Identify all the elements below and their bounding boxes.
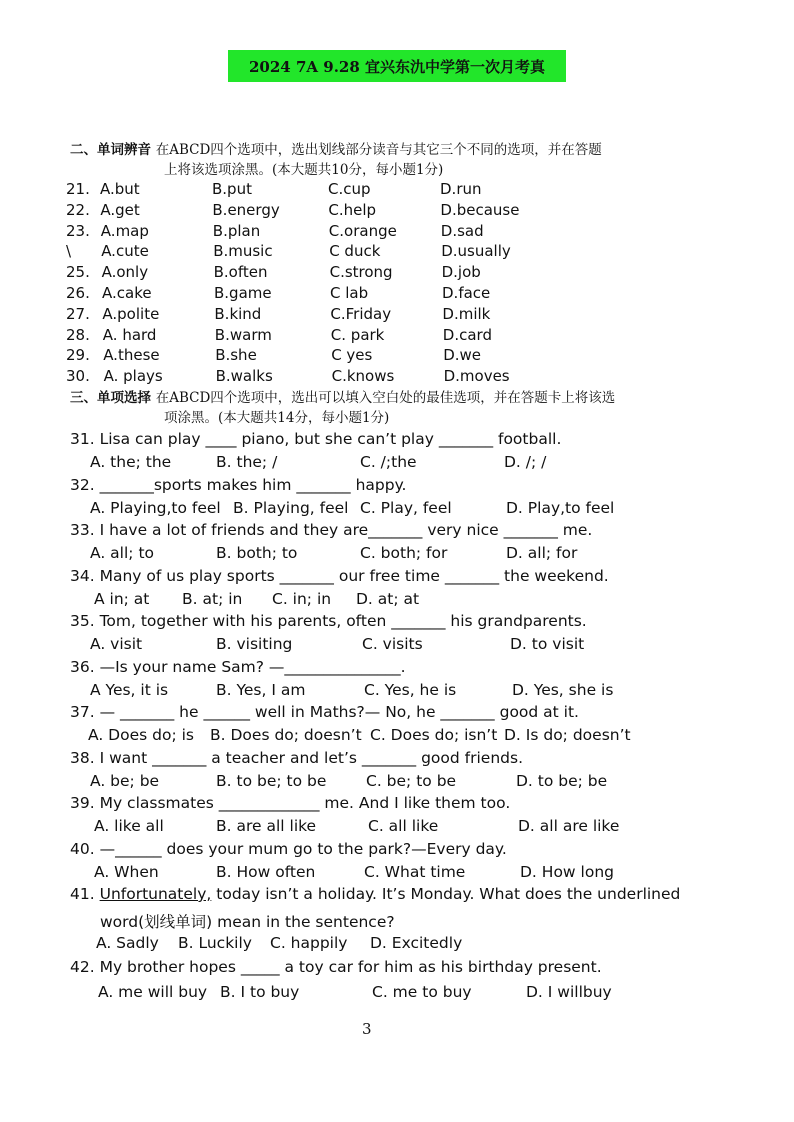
word-option-b: B.she — [215, 346, 257, 365]
option-b: B. I to buy — [220, 983, 300, 1001]
word-option-c: C.help — [328, 200, 377, 219]
word-option-c: C.knows — [331, 367, 395, 386]
section-2-line1: 在ABCD四个选项中，选出划线部分读音与其它三个不同的选项，并在答题 — [155, 142, 602, 158]
word-option-a: A. hard — [102, 325, 157, 344]
option-b: B. both; to — [216, 544, 298, 562]
question-options — [70, 772, 670, 794]
section-3-line2: 项涂黑。(本大题共14分，每小题1分) — [164, 410, 390, 426]
option-a: A. Playing,to feel — [90, 498, 221, 517]
option-b: B. visiting — [216, 635, 293, 653]
question-41-text — [70, 885, 680, 903]
question-42-options — [98, 983, 698, 1005]
option-d: D. all are like — [518, 817, 620, 835]
question-text: 34. Many of us play sports _______ our free time _______ the weekend. — [70, 566, 609, 585]
option-b: B. to be; to be — [216, 771, 327, 790]
option-a: A in; at — [94, 589, 150, 608]
option-b: B. at; in — [182, 589, 243, 608]
question-options — [70, 590, 670, 612]
option-c: C. all like — [368, 817, 439, 835]
word-number: 21. — [66, 180, 90, 198]
word-option-b: B.warm — [214, 325, 272, 344]
option-a: A. Sadly — [96, 934, 159, 952]
option-c: C. happily — [270, 934, 348, 952]
question-41-line2: word(划线单词) mean in the sentence? — [100, 913, 395, 931]
word-option-d: D.job — [441, 263, 481, 282]
option-c: C. Yes, he is — [364, 680, 457, 699]
question-text: 39. My classmates _____________ me. And I like them too. — [70, 794, 511, 812]
question-text: 32. _______sports makes him _______ happy. — [70, 475, 407, 494]
underlined-word: Unfortunately, — [99, 885, 212, 903]
word-number: 28. — [66, 325, 90, 344]
word-option-b: B.kind — [214, 304, 262, 323]
option-c: C. What time — [364, 862, 466, 881]
section-3-instructions — [70, 388, 670, 428]
option-c: C. in; in — [272, 589, 332, 608]
word-number: 27. — [66, 304, 90, 323]
question-41-rest: today isn’t a holiday. It’s Monday. What does the underlined — [211, 885, 681, 903]
word-number: \ — [66, 242, 72, 261]
question-41-options — [96, 934, 696, 956]
option-d: D. at; at — [356, 589, 420, 608]
option-b: B. Does do; doesn’t — [210, 726, 362, 744]
word-number: 30. — [66, 367, 90, 386]
option-c: C. be; to be — [366, 771, 457, 790]
option-c: C. Play, feel — [360, 498, 452, 517]
question-text: 35. Tom, together with his parents, often _______ his grandparents. — [70, 612, 587, 630]
section-3-head: 三、单项选择 — [70, 390, 151, 406]
word-number: 23. — [66, 221, 90, 240]
word-option-a: A.get — [100, 200, 140, 219]
question-text: 36. —Is your name Sam? —_______________. — [70, 657, 406, 676]
option-b: B. Playing, feel — [233, 498, 349, 517]
option-c: C. /;the — [360, 453, 417, 471]
word-option-a: A.only — [101, 263, 149, 282]
option-a: A. When — [94, 862, 159, 881]
question-text: 37. — _______ he ______ well in Maths?— No, he _______ good at it. — [70, 703, 579, 721]
word-option-a: A.map — [100, 221, 149, 240]
word-option-d: D.moves — [443, 367, 510, 386]
option-b: B. Yes, I am — [216, 680, 306, 699]
option-d: D. Is do; doesn’t — [504, 726, 631, 744]
question-options — [70, 863, 670, 885]
section-3-line1: 在ABCD四个选项中，选出可以填入空白处的最佳选项，并在答题卡上将该选 — [155, 390, 616, 406]
word-option-a: A.cake — [102, 284, 152, 302]
question-options — [70, 544, 670, 566]
option-b: B. How often — [216, 862, 316, 881]
question-options — [70, 726, 670, 748]
option-a: A. me will buy — [98, 983, 208, 1001]
word-option-b: B.walks — [215, 367, 273, 386]
section-2-instructions — [70, 140, 670, 180]
question-options — [70, 453, 670, 475]
option-c: C. Does do; isn’t — [370, 726, 498, 744]
word-number: 22. — [66, 200, 90, 219]
word-option-a: A.polite — [102, 304, 160, 323]
option-a: A. like all — [94, 817, 164, 835]
word-option-d: D.because — [440, 200, 520, 219]
word-option-c: C lab — [330, 284, 369, 302]
question-41-number: 41. — [70, 885, 95, 903]
question-options — [70, 681, 670, 703]
option-b: B. are all like — [216, 817, 317, 835]
word-option-b: B.put — [212, 180, 252, 198]
word-option-c: C.strong — [329, 263, 393, 282]
word-option-d: D.usually — [441, 242, 511, 261]
option-c: C. both; for — [360, 544, 448, 562]
option-a: A. visit — [90, 635, 143, 653]
word-option-b: B.game — [214, 284, 272, 302]
word-option-d: D.sad — [440, 221, 484, 240]
option-a: A Yes, it is — [90, 680, 169, 699]
question-text: 31. Lisa can play ____ piano, but she can’t play _______ football. — [70, 430, 562, 448]
option-b: B. Luckily — [178, 934, 252, 952]
question-text: 40. —______ does your mum go to the park?—Every day. — [70, 839, 507, 858]
word-option-b: B.plan — [212, 221, 261, 240]
option-d: D. Excitedly — [370, 934, 463, 952]
option-d: D. to be; be — [516, 771, 608, 790]
section-2-head: 二、单词辨音 — [70, 142, 151, 158]
option-d: D. all; for — [506, 544, 578, 562]
word-option-d: D.run — [440, 180, 482, 198]
question-options — [70, 635, 670, 657]
question-42-text: 42. My brother hopes _____ a toy car for him as his birthday present. — [70, 958, 602, 976]
option-d: D. /; / — [504, 453, 547, 471]
option-c: C. me to buy — [372, 983, 472, 1001]
option-a: A. Does do; is — [88, 726, 194, 744]
page-number: 3 — [362, 1020, 372, 1038]
option-a: A. the; the — [90, 453, 172, 471]
option-a: A. be; be — [90, 771, 160, 790]
question-options — [70, 817, 670, 839]
option-a: A. all; to — [90, 544, 155, 562]
word-option-a: A. plays — [103, 367, 163, 386]
word-option-c: C yes — [331, 346, 373, 365]
word-option-b: B.energy — [212, 200, 280, 219]
word-option-d: D.face — [442, 284, 491, 302]
word-option-c: C.cup — [328, 180, 371, 198]
word-number: 26. — [66, 284, 90, 302]
option-d: D. Yes, she is — [512, 680, 614, 699]
word-option-a: A.cute — [101, 242, 149, 261]
option-d: D. Play,to feel — [506, 498, 615, 517]
word-option-a: A.these — [103, 346, 160, 365]
word-number: 25. — [66, 263, 90, 282]
question-text: 33. I have a lot of friends and they are_______ very nice _______ me. — [70, 521, 593, 539]
question-options — [70, 499, 670, 521]
option-d: D. to visit — [510, 635, 585, 653]
word-option-c: C.Friday — [330, 304, 392, 323]
word-option-d: D.we — [443, 346, 482, 365]
exam-title-banner: 2024 7A 9.28 宜兴东氿中学第一次月考真 — [228, 50, 566, 82]
word-option-a: A.but — [100, 180, 140, 198]
word-option-c: C duck — [329, 242, 381, 261]
option-d: D. How long — [520, 862, 614, 881]
word-option-b: B.music — [213, 242, 273, 261]
word-option-d: D.card — [442, 325, 492, 344]
option-b: B. the; / — [216, 453, 278, 471]
word-number: 29. — [66, 346, 90, 365]
option-d: D. I willbuy — [526, 983, 612, 1001]
option-c: C. visits — [362, 635, 423, 653]
word-option-d: D.milk — [442, 304, 491, 323]
section-2-line2: 上将该选项涂黑。(本大题共10分，每小题1分) — [164, 162, 444, 178]
word-option-c: C.orange — [328, 221, 397, 240]
question-text: 38. I want _______ a teacher and let’s _______ good friends. — [70, 748, 523, 767]
word-option-c: C. park — [330, 325, 385, 344]
word-option-b: B.often — [213, 263, 268, 282]
